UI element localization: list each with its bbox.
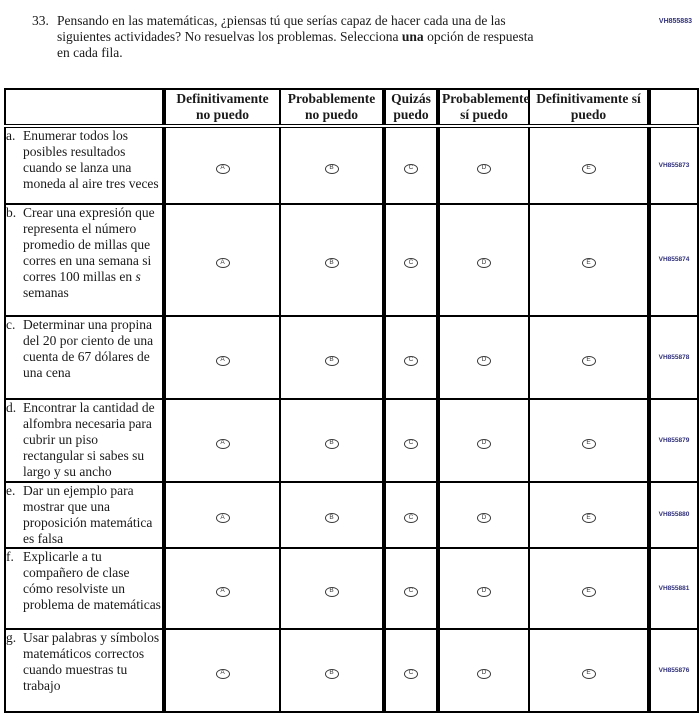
option-bubble-c[interactable]: C bbox=[404, 258, 418, 268]
response-table bbox=[4, 88, 699, 713]
option-bubble-a[interactable]: A bbox=[216, 439, 230, 449]
column-header: Probablemente sí puedo bbox=[438, 89, 529, 126]
item-code: VH855876 bbox=[649, 629, 698, 712]
option-cell bbox=[280, 482, 384, 548]
option-bubble-c[interactable]: C bbox=[404, 587, 418, 597]
option-cell bbox=[384, 126, 438, 204]
activity-text: Explicarle a tu compañero de clase cómo resolviste un problema de matemáticas bbox=[23, 549, 161, 612]
option-cell bbox=[384, 399, 438, 482]
option-bubble-c[interactable]: C bbox=[404, 513, 418, 523]
option-bubble-a[interactable]: A bbox=[216, 669, 230, 679]
activity-cell bbox=[5, 629, 164, 712]
option-bubble-d[interactable]: D bbox=[477, 356, 491, 366]
option-cell bbox=[384, 482, 438, 548]
option-bubble-e[interactable]: E bbox=[582, 587, 596, 597]
option-cell bbox=[529, 629, 649, 712]
option-cell bbox=[164, 629, 280, 712]
activity-cell bbox=[5, 548, 164, 629]
option-cell bbox=[384, 316, 438, 399]
option-bubble-b[interactable]: B bbox=[325, 513, 339, 523]
row-letter: a. bbox=[6, 128, 16, 143]
activity-text: Dar un ejemplo para mostrar que una proposición matemática es falsa bbox=[23, 483, 153, 546]
option-bubble-d[interactable]: D bbox=[477, 164, 491, 174]
option-cell bbox=[529, 126, 649, 204]
option-bubble-a[interactable]: A bbox=[216, 587, 230, 597]
table-row bbox=[5, 399, 698, 482]
column-header: Probablemente no puedo bbox=[280, 89, 384, 126]
option-bubble-b[interactable]: B bbox=[325, 669, 339, 679]
option-cell bbox=[280, 629, 384, 712]
option-cell bbox=[164, 399, 280, 482]
option-bubble-e[interactable]: E bbox=[582, 356, 596, 366]
row-letter: c. bbox=[6, 317, 16, 332]
option-cell bbox=[280, 204, 384, 316]
option-bubble-e[interactable]: E bbox=[582, 164, 596, 174]
activity-text: Encontrar la cantidad de alfombra necesaria para cubrir un piso rectangular si sabes su largo y su ancho bbox=[23, 400, 155, 479]
activity-cell bbox=[5, 482, 164, 548]
table-row bbox=[5, 316, 698, 399]
option-bubble-e[interactable]: E bbox=[582, 513, 596, 523]
item-code: VH855874 bbox=[649, 204, 698, 316]
option-cell bbox=[438, 482, 529, 548]
activity-cell bbox=[5, 204, 164, 316]
activity-text: Crear una expresión que representa el número promedio de millas que corres en una semana si corres 100 millas en s semanas bbox=[23, 205, 155, 300]
option-bubble-e[interactable]: E bbox=[582, 258, 596, 268]
row-letter: e. bbox=[6, 483, 16, 498]
activity-cell bbox=[5, 316, 164, 399]
option-bubble-a[interactable]: A bbox=[216, 258, 230, 268]
option-bubble-b[interactable]: B bbox=[325, 439, 339, 449]
activity-text: Usar palabras y símbolos matemáticos correctos cuando muestras tu trabajo bbox=[23, 630, 160, 693]
row-letter: b. bbox=[6, 205, 17, 220]
option-bubble-b[interactable]: B bbox=[325, 587, 339, 597]
table-row bbox=[5, 126, 698, 204]
option-cell bbox=[164, 126, 280, 204]
option-bubble-c[interactable]: C bbox=[404, 164, 418, 174]
option-cell bbox=[529, 548, 649, 629]
option-bubble-d[interactable]: D bbox=[477, 439, 491, 449]
option-cell bbox=[438, 204, 529, 316]
option-cell bbox=[438, 629, 529, 712]
option-cell bbox=[164, 548, 280, 629]
option-bubble-c[interactable]: C bbox=[404, 669, 418, 679]
row-letter: g. bbox=[6, 630, 17, 645]
column-header-empty bbox=[649, 89, 698, 126]
form-code: VH855883 bbox=[658, 18, 692, 25]
option-cell bbox=[164, 482, 280, 548]
option-bubble-d[interactable]: D bbox=[477, 258, 491, 268]
option-cell bbox=[529, 204, 649, 316]
table-row bbox=[5, 548, 698, 629]
row-letter: d. bbox=[6, 400, 17, 415]
option-cell bbox=[280, 126, 384, 204]
column-header-empty bbox=[5, 89, 164, 126]
table-header-row bbox=[5, 89, 698, 126]
option-bubble-d[interactable]: D bbox=[477, 669, 491, 679]
item-code: VH855879 bbox=[649, 399, 698, 482]
column-header: Definitivamente no puedo bbox=[164, 89, 280, 126]
column-header: Definitivamente sí puedo bbox=[529, 89, 649, 126]
question-text: Pensando en las matemáticas, ¿piensas tú que serías capaz de hacer cada una de las siguientes actividades? No resuelvas los problemas. Selecciona una opción de respuesta en cada fila. bbox=[57, 13, 534, 60]
option-bubble-c[interactable]: C bbox=[404, 439, 418, 449]
row-letter: f. bbox=[6, 549, 14, 564]
option-bubble-a[interactable]: A bbox=[216, 164, 230, 174]
option-cell bbox=[529, 482, 649, 548]
question-block bbox=[32, 13, 537, 61]
option-bubble-a[interactable]: A bbox=[216, 513, 230, 523]
activity-cell bbox=[5, 126, 164, 204]
option-bubble-e[interactable]: E bbox=[582, 439, 596, 449]
option-cell bbox=[438, 126, 529, 204]
item-code: VH855873 bbox=[649, 126, 698, 204]
option-cell bbox=[529, 316, 649, 399]
item-code: VH855878 bbox=[649, 316, 698, 399]
option-cell bbox=[384, 629, 438, 712]
option-bubble-b[interactable]: B bbox=[325, 258, 339, 268]
option-bubble-d[interactable]: D bbox=[477, 587, 491, 597]
option-cell bbox=[164, 316, 280, 399]
option-bubble-d[interactable]: D bbox=[477, 513, 491, 523]
activity-cell bbox=[5, 399, 164, 482]
option-cell bbox=[438, 548, 529, 629]
activity-text: Enumerar todos los posibles resultados cuando se lanza una moneda al aire tres veces bbox=[23, 128, 159, 191]
option-cell bbox=[384, 204, 438, 316]
table-row bbox=[5, 482, 698, 548]
option-cell bbox=[280, 548, 384, 629]
option-cell bbox=[438, 316, 529, 399]
option-cell bbox=[529, 399, 649, 482]
option-cell bbox=[164, 204, 280, 316]
table-body bbox=[5, 126, 698, 712]
item-code: VH855880 bbox=[649, 482, 698, 548]
option-bubble-b[interactable]: B bbox=[325, 164, 339, 174]
option-bubble-a[interactable]: A bbox=[216, 356, 230, 366]
column-header: Quizás puedo bbox=[384, 89, 438, 126]
option-bubble-e[interactable]: E bbox=[582, 669, 596, 679]
option-cell bbox=[280, 316, 384, 399]
option-cell bbox=[384, 548, 438, 629]
option-cell bbox=[438, 399, 529, 482]
item-code: VH855881 bbox=[649, 548, 698, 629]
option-bubble-c[interactable]: C bbox=[404, 356, 418, 366]
table-row bbox=[5, 204, 698, 316]
table-row bbox=[5, 629, 698, 712]
option-cell bbox=[280, 399, 384, 482]
option-bubble-b[interactable]: B bbox=[325, 356, 339, 366]
question-number: 33. bbox=[32, 13, 49, 28]
activity-text: Determinar una propina del 20 por ciento de una cuenta de 67 dólares de una cena bbox=[23, 317, 154, 380]
